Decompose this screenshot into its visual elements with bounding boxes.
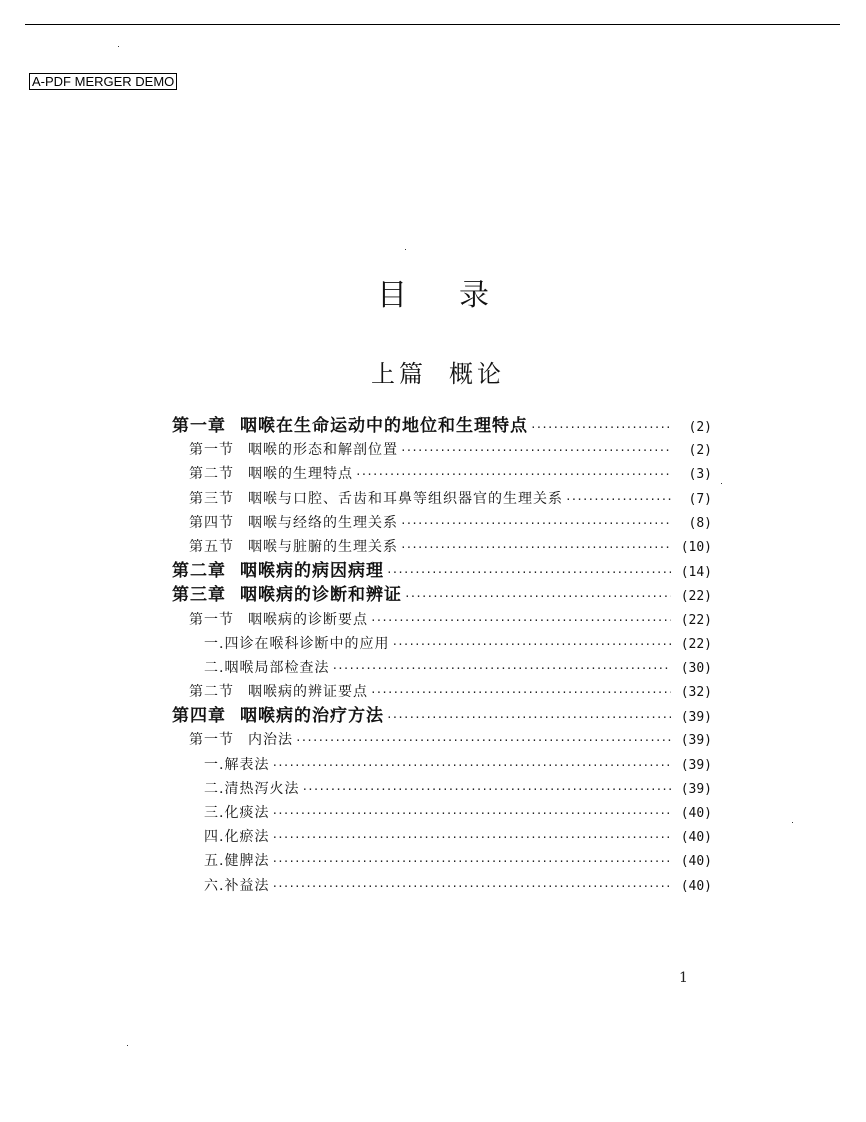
scan-speck: [721, 483, 722, 484]
toc-entry-item: [172, 801, 712, 825]
toc-entry-title: 咽喉病的治疗方法: [240, 706, 384, 727]
toc-entry-section: [172, 438, 712, 462]
dot-leader: [386, 706, 671, 730]
toc-entry-title: 内治法: [248, 732, 293, 749]
toc-entry-page: (40): [680, 878, 712, 894]
dot-leader: [391, 633, 671, 657]
toc-entry-label: 第一章: [172, 416, 226, 436]
dot-leader: [386, 561, 671, 585]
toc-entry-page: (7): [688, 491, 712, 507]
toc-entry-item: [172, 777, 712, 801]
toc-entry-page: (40): [680, 830, 712, 846]
toc-entry-page: (30): [680, 660, 712, 676]
toc-entry-chapter: [172, 559, 712, 583]
toc-entry-label: 第四章: [172, 706, 226, 727]
toc-entry-label: 第四节: [189, 514, 234, 531]
toc-entry-label: 第三节: [189, 490, 234, 507]
toc-entry-page: (8): [688, 515, 712, 531]
toc-entry-page: (22): [680, 612, 712, 628]
watermark-label: A-PDF MERGER DEMO: [29, 73, 177, 90]
scan-speck: [405, 249, 406, 250]
toc-entry-section: [172, 535, 712, 559]
dot-leader: [301, 778, 671, 802]
toc-entry-label: 第二节: [189, 684, 234, 701]
toc-entry-item: [172, 753, 712, 777]
toc-entry-page: (22): [680, 636, 712, 652]
toc-entry-label: 第五节: [189, 538, 234, 555]
part-heading-name: 概论: [449, 360, 505, 388]
toc-entry-page: (39): [680, 733, 712, 749]
scan-speck: [118, 46, 119, 47]
dot-leader: [400, 536, 671, 560]
page-title: 目录: [377, 278, 541, 313]
toc-entry-label: 第一节: [189, 732, 234, 749]
toc-entry-title: 一.解表法: [204, 756, 270, 773]
toc-entry-item: [172, 632, 712, 656]
toc-entry-title: 三.化痰法: [204, 805, 270, 821]
toc-entry-page: (3): [688, 467, 712, 483]
toc-entry-label: 第一节: [189, 442, 234, 459]
toc-entry-label: 第二节: [189, 466, 234, 483]
toc-entry-section: [172, 511, 712, 535]
toc-entry-label: 第二章: [172, 561, 226, 582]
toc-entry-title: 五.健脾法: [204, 853, 270, 870]
dot-leader: [530, 416, 671, 440]
toc-entry-page: (39): [680, 781, 712, 797]
dot-leader: [271, 754, 671, 778]
dot-leader: [295, 729, 671, 753]
toc-entry-label: 第一节: [189, 611, 234, 628]
toc-entry-title: 咽喉病的病因病理: [240, 561, 384, 582]
toc-entry-title: 咽喉病的诊断要点: [248, 611, 368, 628]
table-of-contents: [172, 414, 712, 898]
toc-entry-title: 咽喉病的辨证要点: [248, 684, 368, 701]
dot-leader: [404, 585, 671, 609]
part-heading: [0, 354, 866, 389]
toc-entry-section: [172, 462, 712, 486]
toc-entry-page: (40): [680, 854, 712, 870]
toc-entry-chapter: [172, 414, 712, 438]
dot-leader: [271, 850, 671, 874]
toc-entry-title: 咽喉与经络的生理关系: [248, 514, 398, 531]
toc-entry-title: 咽喉在生命运动中的地位和生理特点: [240, 416, 528, 436]
toc-entry-section: [172, 728, 712, 752]
toc-entry-page: (10): [680, 539, 712, 555]
toc-entry-title: 咽喉与脏腑的生理关系: [248, 538, 398, 555]
dot-leader: [400, 439, 671, 463]
toc-entry-page: (39): [680, 710, 712, 726]
toc-entry-page: (2): [688, 443, 712, 459]
toc-entry-item: [172, 849, 712, 873]
toc-entry-item: [172, 874, 712, 898]
dot-leader: [271, 826, 671, 850]
toc-entry-title: 二.咽喉局部检查法: [204, 659, 330, 676]
dot-leader: [271, 802, 671, 826]
toc-entry-title: 咽喉与口腔、舌齿和耳鼻等组织器官的生理关系: [248, 490, 563, 507]
toc-entry-page: (39): [680, 757, 712, 773]
dot-leader: [565, 488, 671, 512]
scan-speck: [127, 1045, 128, 1046]
toc-entry-page: (14): [680, 565, 712, 581]
toc-entry-item: [172, 825, 712, 849]
dot-leader: [370, 609, 671, 633]
toc-entry-page: (2): [688, 420, 712, 435]
dot-leader: [355, 463, 671, 487]
toc-entry-chapter: [172, 704, 712, 728]
top-rule: [25, 24, 840, 25]
toc-entry-chapter: [172, 583, 712, 607]
part-heading-part: 上篇: [371, 360, 427, 388]
toc-entry-page: (32): [680, 685, 712, 701]
scan-speck: [792, 822, 793, 823]
dot-leader: [271, 875, 671, 899]
toc-entry-page: (22): [680, 589, 712, 605]
toc-entry-section: [172, 608, 712, 632]
toc-entry-title: 二.清热泻火法: [204, 780, 300, 797]
toc-entry-label: 第三章: [172, 585, 226, 606]
toc-entry-title: 咽喉的形态和解剖位置: [248, 442, 398, 459]
toc-entry-section: [172, 487, 712, 511]
dot-leader: [370, 681, 671, 705]
toc-entry-title: 一.四诊在喉科诊断中的应用: [204, 635, 390, 652]
toc-entry-section: [172, 680, 712, 704]
toc-entry-title: 六.补益法: [204, 877, 270, 894]
toc-entry-title: 咽喉的生理特点: [248, 466, 353, 483]
page-number: 1: [679, 970, 688, 986]
toc-entry-title: 咽喉病的诊断和辨证: [240, 585, 402, 606]
toc-entry-title: 四.化瘀法: [204, 829, 270, 846]
toc-entry-page: (40): [680, 806, 712, 821]
toc-entry-item: [172, 656, 712, 680]
dot-leader: [400, 512, 671, 536]
dot-leader: [331, 657, 671, 681]
